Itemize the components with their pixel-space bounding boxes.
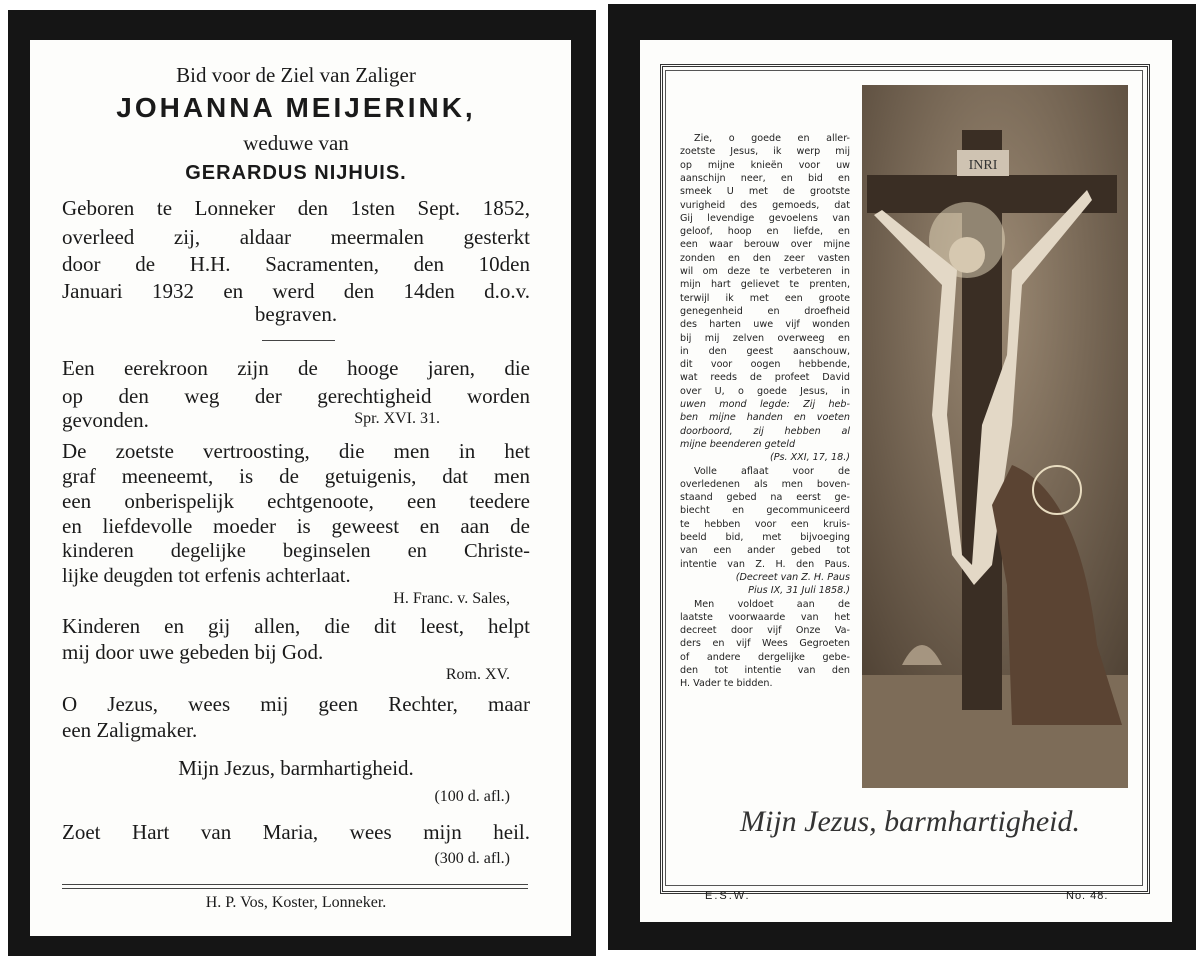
prayer-line: mijn hart gelievet te prenten, <box>680 279 850 291</box>
prayer-line: mijne beenderen geteld <box>680 438 796 450</box>
reference-text: (100 d. afl.) <box>434 788 510 805</box>
reference-text: Spr. XVI. 31. <box>354 410 440 427</box>
left-card-line: Geboren te Lonneker den 1sten Sept. 1852, <box>62 196 530 220</box>
prayer-line: geloof, hoop en liefde, en <box>680 226 850 238</box>
prayer-line: decreet door vijf Onze Va- <box>680 625 850 637</box>
prayer-line: zoetste Jesus, ik werp mij <box>680 146 850 158</box>
prayer-line: vurigheid des gemoeds, dat <box>680 199 850 211</box>
left-card-line: begraven. <box>254 302 338 326</box>
prayer-line: wil om deze te verbeteren in <box>680 266 850 277</box>
left-card-line: Januari 1932 en werd den 14den d.o.v. <box>62 279 530 303</box>
left-card-line: lijke deugden tot erfenis achterlaat. <box>62 565 351 587</box>
prayer-line: intentie van Z. H. den Paus. <box>680 558 850 570</box>
prayer-line: Men voldoet aan de <box>694 598 850 610</box>
left-card-line: kinderen degelijke beginselen en Christe- <box>62 540 530 562</box>
left-card-line: O Jezus, wees mij geen Rechter, maar <box>62 692 530 716</box>
left-card-line: weduwe van <box>243 131 349 155</box>
left-card-line: JOHANNA MEIJERINK, <box>116 92 476 123</box>
reference-text: H. Franc. v. Sales, <box>393 590 510 607</box>
prayer-line: op mijne knieën voor uw <box>680 159 850 171</box>
prayer-line: Volle aflaat voor de <box>694 465 850 477</box>
prayer-line: in den geest aanschouw, <box>680 345 850 357</box>
divider <box>262 340 335 341</box>
prayer-line: H. Vader te bidden. <box>680 678 773 690</box>
prayer-line: den tot intentie van den <box>680 665 850 676</box>
prayer-line: uwen mond legde: Zij heb- <box>680 399 850 410</box>
inri-text: INRI <box>968 158 998 173</box>
left-card-line: en liefdevolle moeder is geweest en aan de <box>62 514 530 538</box>
prayer-line: zonden en den zeer vasten <box>680 252 850 264</box>
prayer-line: aanschijn neer, en bid en <box>680 172 850 184</box>
prayer-line: Pius IX, 31 Juli 1858.) <box>748 585 850 597</box>
left-card-line: Mijn Jezus, barmhartigheid. <box>178 756 414 780</box>
prayer-line: overledenen als men boven- <box>680 478 850 490</box>
prayer-line: genegenheid en droefheid <box>680 305 850 317</box>
left-card-line: een Zaligmaker. <box>62 718 198 742</box>
prayer-line: beeld bid, met bijvoeging <box>680 532 850 543</box>
motto-script: Mijn Jezus, barmhartigheid. <box>740 805 1080 838</box>
prayer-line: terwijl ik met een groote <box>680 292 850 304</box>
left-card-line: een onberispelijk echtgenoote, een teedere <box>62 489 530 513</box>
left-card-line: GERARDUS NIJHUIS. <box>185 162 407 184</box>
prayer-line: wat reeds de profeet David <box>680 372 850 384</box>
divider <box>62 888 528 889</box>
prayer-line: Gij levendige gevoelens van <box>680 212 850 224</box>
christ-head <box>949 237 985 273</box>
left-card-line: op den weg der gerechtigheid worden <box>62 384 530 408</box>
prayer-line: doorboord, zij hebben al <box>680 425 850 437</box>
left-card-line: door de H.H. Sacramenten, den 10den <box>62 252 530 276</box>
divider <box>62 884 528 885</box>
prayer-line: over U, o goede Jesus, in <box>680 385 850 397</box>
prayer-line: laatste voorwaarde van het <box>680 611 850 623</box>
prayer-line: (Ps. XXI, 17, 18.) <box>769 452 850 464</box>
prayer-line: (Decreet van Z. H. Paus <box>735 571 850 583</box>
left-card-line: overleed zij, aldaar meermalen gesterkt <box>62 225 530 249</box>
prayer-line: te hebben voor een kruis- <box>680 518 850 530</box>
prayer-line: des harten uwe vijf wonden <box>680 319 850 331</box>
prayer-line: smeek U met de grootste <box>680 186 850 198</box>
prayer-line: Zie, o goede en aller- <box>694 133 850 144</box>
prayer-line: een waar berouw over mijne <box>680 239 850 251</box>
prayer-line: ders en vijf Wees Gegroeten <box>680 638 850 650</box>
left-card-line: mij door uwe gebeden bij God. <box>62 640 324 664</box>
left-card-line: Kinderen en gij allen, die dit leest, helpt <box>62 614 530 638</box>
prayer-line: biecht en gecommuniceerd <box>680 505 850 517</box>
left-card-line: Bid voor de Ziel van Zaliger <box>176 63 416 87</box>
left-card-line: De zoetste vertroosting, die men in het <box>62 439 530 463</box>
prayer-line: ben mijne handen en voeten <box>680 412 850 424</box>
left-card-line: graf meeneemt, is de getuigenis, dat men <box>62 464 530 488</box>
left-card-line: Zoet Hart van Maria, wees mijn heil. <box>62 820 530 844</box>
card-number: No. 48. <box>1066 890 1109 902</box>
reference-text: Rom. XV. <box>445 666 510 683</box>
publisher-mark: E.S.W. <box>705 890 751 902</box>
printer-credit: H. P. Vos, Koster, Lonneker. <box>205 894 387 911</box>
prayer-line: of andere dergelijke gebe- <box>680 651 850 663</box>
prayer-line: bij mij zelven overweeg en <box>680 332 850 344</box>
prayer-line: van een ander gebed tot <box>680 545 850 557</box>
reference-text: (300 d. afl.) <box>434 850 510 867</box>
left-card-line: gevonden. <box>62 408 149 432</box>
crucifixion-picture <box>862 85 1128 788</box>
prayer-line: dit voor oogen hebbende, <box>680 359 850 371</box>
prayer-line: staand gebed na eerst ge- <box>680 492 850 504</box>
left-card-line: Een eerekroon zijn de hooge jaren, die <box>62 356 530 380</box>
